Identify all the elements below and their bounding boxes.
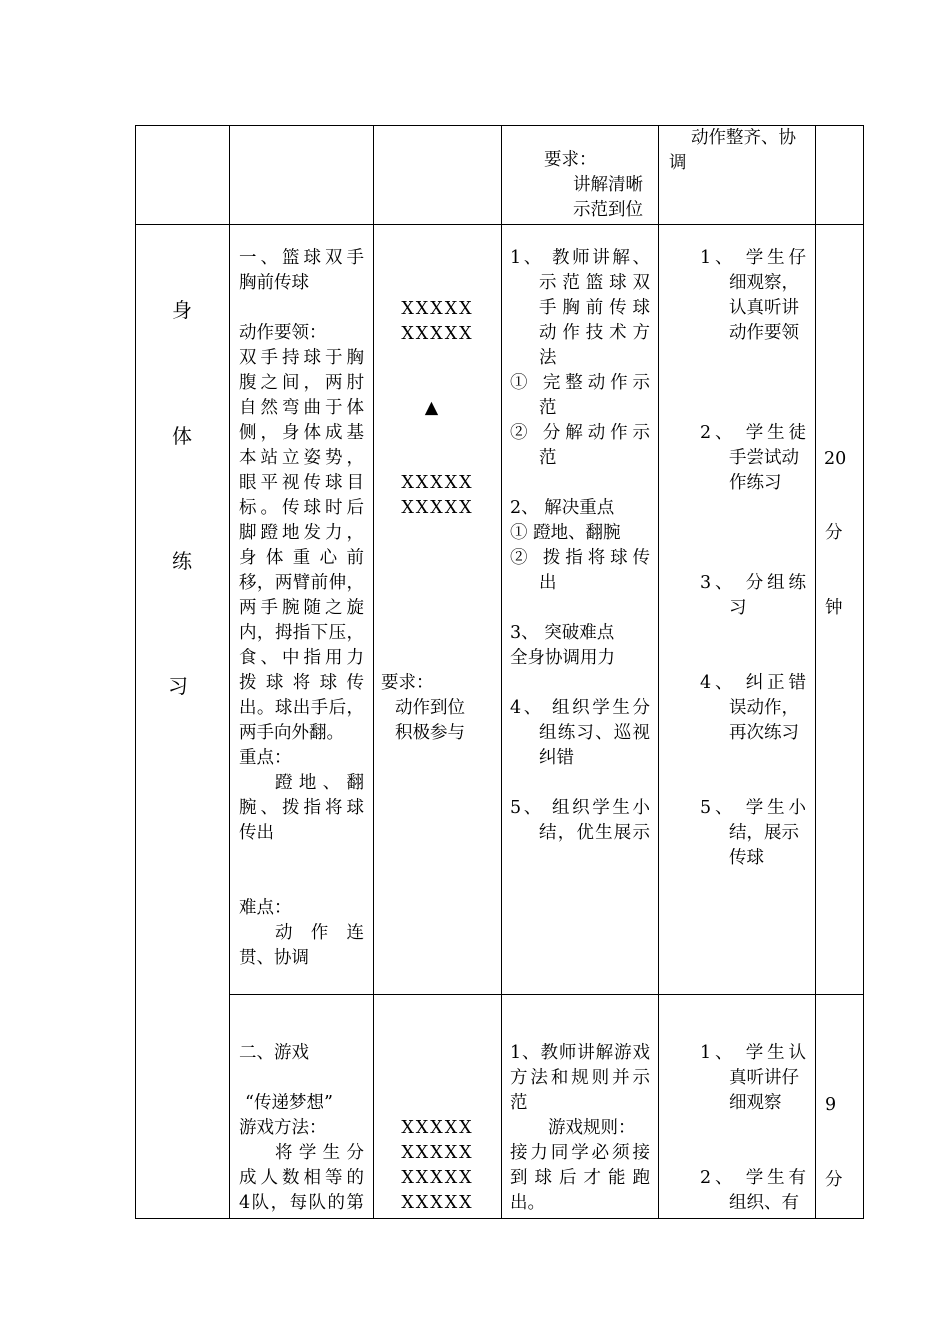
student-step-3-line: 3、 分组练 [700, 573, 806, 593]
teacher-step-5-line: 结，优生展示 [539, 823, 650, 843]
formation-requirements-line: 动作到位 [395, 698, 465, 718]
game-method-line: 将学生分 [275, 1143, 364, 1163]
essentials-line: 两手向外翻。 [239, 723, 344, 743]
time-unit-char: 分 [825, 523, 843, 543]
student-step-5-line: 传球 [729, 848, 764, 868]
student-game-step-line: 1、 学生认 [700, 1043, 806, 1063]
student-step-1-line: 1、 学生仔 [700, 248, 806, 268]
teacher-substep-line: ② 分解动作示 [510, 423, 650, 443]
essentials-line: 眼平视传球目 [239, 473, 364, 493]
student-step-2-line: 手尝试动 [729, 448, 799, 468]
formation-row: XXXXX [401, 324, 474, 344]
essentials-line: 身体重心前 [239, 548, 364, 568]
game-rules-line: 接力同学必须接 [510, 1143, 650, 1163]
teacher-substep-line: ① 蹬地、翻腕 [510, 523, 621, 543]
essentials-line: 两手腕随之旋 [239, 598, 364, 618]
formation-row: XXXXX [401, 1118, 474, 1138]
formation-row: XXXXX [401, 498, 474, 518]
teacher-substep-line: 范 [539, 448, 557, 468]
time-unit-char: 分 [825, 1170, 843, 1190]
section-char: 身 [172, 298, 192, 322]
difficulty-line: 动作连 [275, 923, 364, 943]
teacher-step-1-line: 手胸前传球 [539, 298, 650, 318]
time-value: 20 [824, 449, 847, 469]
section-char: 习 [168, 674, 188, 698]
table-col-divider [373, 125, 374, 1219]
formation-row: XXXXX [401, 1143, 474, 1163]
key-point-line: 腕、拨指将球 [239, 798, 364, 818]
student-step-1-line: 细观察， [729, 273, 799, 293]
table-border-left [135, 125, 136, 1219]
student-note-line: 调 [669, 153, 687, 173]
teacher-step-4-line: 纠错 [539, 748, 574, 768]
teacher-step-5-line: 5、 组织学生小 [510, 798, 650, 818]
teacher-substep-line: ② 拨指将球传 [510, 548, 650, 568]
formation-requirements-label: 要求： [381, 673, 434, 693]
student-step-2-line: 作练习 [729, 473, 782, 493]
teacher-step-1-line: 1、 教师讲解、 [510, 248, 650, 268]
table-col-divider [229, 125, 230, 1219]
essentials-line: 自然弯曲于体 [239, 398, 364, 418]
essentials-line: 食、中指用力 [239, 648, 364, 668]
game-rules-line: 到球后才能跑 [510, 1168, 650, 1188]
student-step-1-line: 认真听讲 [729, 298, 799, 318]
table-row-divider [229, 994, 864, 995]
difficulty-line: 贯、协调 [239, 948, 309, 968]
key-point-line: 传出 [239, 823, 274, 843]
requirements-label: 要求： [544, 150, 597, 170]
time-value: 9 [825, 1095, 837, 1115]
time-unit-char: 钟 [825, 598, 843, 618]
table-border-bottom [135, 1218, 864, 1219]
formation-row: XXXXX [401, 299, 474, 319]
student-step-2-line: 2、 学生徒 [700, 423, 806, 443]
student-game-step-line: 真听讲仔 [729, 1068, 799, 1088]
essentials-line: 脚蹬地发力， [239, 523, 364, 543]
teacher-step-1-line: 示范篮球双 [539, 273, 650, 293]
teacher-step-4-line: 4、 组织学生分 [510, 698, 650, 718]
teacher-game-step-line: 1、教师讲解游戏 [510, 1043, 650, 1063]
teacher-substep-line: 范 [539, 398, 557, 418]
essentials-label: 动作要领： [239, 323, 327, 343]
table-col-divider [815, 125, 816, 1219]
student-step-4-line: 4、 纠正错 [700, 673, 806, 693]
student-note-line: 动作整齐、协 [691, 128, 796, 148]
teacher-step-3: 3、 突破难点 [510, 623, 615, 643]
table-col-divider [501, 125, 502, 1219]
essentials-line: 双手持球于胸 [239, 348, 364, 368]
teacher-game-step-line: 范 [510, 1093, 528, 1113]
lesson-title-line: 胸前传球 [239, 273, 309, 293]
student-step-1-line: 动作要领 [729, 323, 799, 343]
essentials-line: 移，两臂前伸， [239, 573, 364, 593]
key-point-line: 蹬地、翻 [275, 773, 364, 793]
game-rules-line: 出。 [510, 1193, 545, 1213]
game-method-line: 成人数相等的 [239, 1168, 364, 1188]
section-char: 练 [172, 549, 192, 573]
table-col-divider [658, 125, 659, 1219]
essentials-line: 腹之间，两肘 [239, 373, 364, 393]
student-step-5-line: 结，展示 [729, 823, 799, 843]
formation-row: XXXXX [401, 1168, 474, 1188]
teacher-step-1-line: 法 [539, 348, 557, 368]
formation-row: XXXXX [401, 473, 474, 493]
game-rules-label: 游戏规则： [548, 1118, 636, 1138]
teacher-step-3-detail: 全身协调用力 [510, 648, 615, 668]
formation-row: XXXXX [401, 1193, 474, 1213]
key-point-label: 重点： [239, 748, 292, 768]
student-step-4-line: 再次练习 [729, 723, 799, 743]
teacher-substep-line: 出 [539, 573, 557, 593]
game-method-label: 游戏方法： [239, 1118, 327, 1138]
student-game-step-line: 细观察 [729, 1093, 782, 1113]
student-game-step-line: 组织、有 [729, 1193, 799, 1213]
teacher-substep-line: ① 完整动作示 [510, 373, 650, 393]
requirements-line: 示范到位 [573, 200, 643, 220]
student-step-4-line: 误动作， [729, 698, 799, 718]
difficulty-label: 难点： [239, 898, 292, 918]
student-step-3-line: 习 [729, 598, 747, 618]
formation-requirements-line: 积极参与 [395, 723, 465, 743]
teacher-step-1-line: 动作技术方 [539, 323, 650, 343]
teacher-position-triangle-icon: ▲ [424, 398, 439, 418]
essentials-line: 本站立姿势， [239, 448, 364, 468]
game-method-line: 4队，每队的第 [239, 1193, 364, 1213]
student-game-step-line: 2、 学生有 [700, 1168, 806, 1188]
essentials-line: 侧，身体成基 [239, 423, 364, 443]
section-char: 体 [172, 424, 192, 448]
student-step-5-line: 5、 学生小 [700, 798, 806, 818]
requirements-line: 讲解清晰 [573, 175, 643, 195]
game-name: “传递梦想” [245, 1093, 333, 1113]
essentials-line: 标。传球时后 [239, 498, 364, 518]
teacher-step-2: 2、 解决重点 [510, 498, 615, 518]
essentials-line: 拨球将球传 [239, 673, 364, 693]
game-title: 二、游戏 [239, 1043, 309, 1063]
lesson-title-line: 一、篮球双手 [239, 248, 364, 268]
teacher-step-4-line: 组练习、巡视 [539, 723, 650, 743]
essentials-line: 出。球出手后， [239, 698, 364, 718]
essentials-line: 内，拇指下压， [239, 623, 364, 643]
table-border-right [863, 125, 864, 1219]
teacher-game-step-line: 方法和规则并示 [510, 1068, 650, 1088]
table-row-divider [135, 224, 864, 225]
